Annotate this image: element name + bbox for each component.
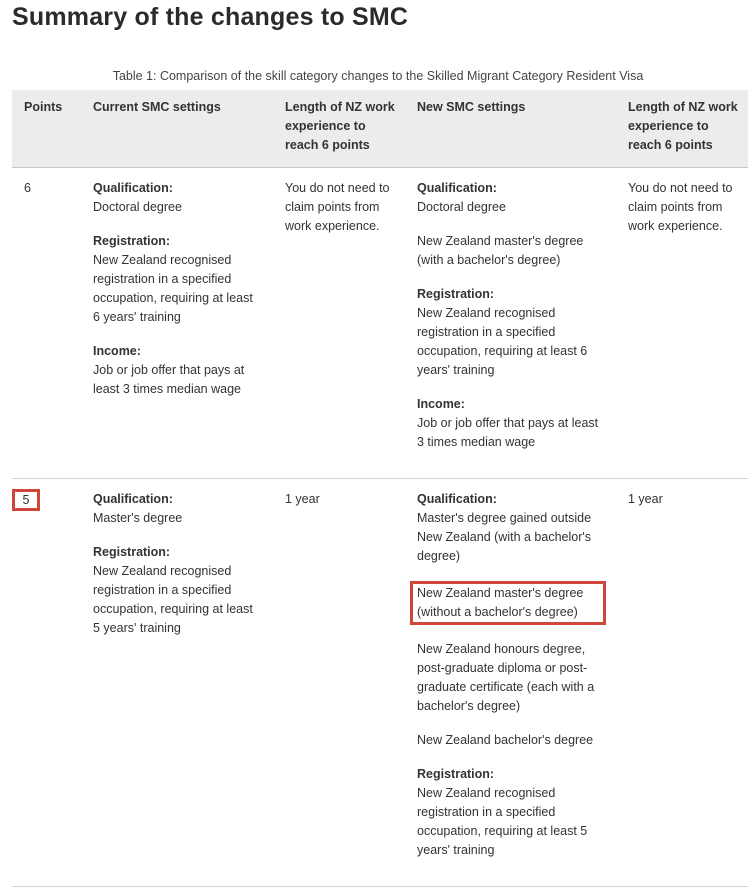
header-length-new: Length of NZ work experience to reach 6 points bbox=[616, 90, 748, 168]
new-settings-cell bbox=[405, 168, 616, 479]
registration-label: Registration: bbox=[93, 545, 171, 559]
new-settings-cell bbox=[405, 479, 616, 887]
income-text: Job or job offer that pays at least 3 times median wage bbox=[93, 363, 245, 396]
qualification-label: Qualification: bbox=[417, 181, 497, 195]
current-settings-cell bbox=[81, 168, 273, 479]
qualification-text: New Zealand master's degree (with a bachelor's degree) bbox=[417, 234, 584, 267]
length-current-cell: 1 year bbox=[273, 479, 405, 887]
qualification-text: New Zealand bachelor's degree bbox=[417, 733, 594, 747]
registration-text: New Zealand recognised registration in a specified occupation, requiring at least 6 years' training bbox=[93, 253, 253, 324]
qualification-label: Qualification: bbox=[93, 181, 173, 195]
table-row bbox=[12, 479, 748, 887]
qualification-text: Doctoral degree bbox=[93, 200, 182, 214]
qualification-text: New Zealand honours degree, post-graduate diploma or post-graduate certificate (each with a bachelor's degree) bbox=[417, 642, 595, 713]
qualification-text: Master's degree bbox=[93, 511, 183, 525]
length-current-cell: You do not need to claim points from work experience. bbox=[273, 168, 405, 479]
length-new-cell: 1 year bbox=[616, 479, 748, 887]
smc-comparison-table bbox=[12, 90, 748, 887]
qualification-text: Master's degree gained outside New Zealand (with a bachelor's degree) bbox=[417, 511, 592, 563]
table-row bbox=[12, 168, 748, 479]
registration-text: New Zealand recognised registration in a specified occupation, requiring at least 5 years' training bbox=[417, 786, 588, 857]
points-cell: 6 bbox=[12, 168, 81, 479]
header-length-current: Length of NZ work experience to reach 6 points bbox=[273, 90, 405, 168]
table-header bbox=[12, 90, 748, 168]
points-cell bbox=[12, 479, 81, 887]
page-title: Summary of the changes to SMC bbox=[12, 3, 409, 31]
table-caption: Table 1: Comparison of the skill category changes to the Skilled Migrant Category Resident Visa bbox=[112, 69, 644, 83]
income-label: Income: bbox=[93, 344, 141, 358]
header-current-settings: Current SMC settings bbox=[81, 90, 273, 168]
income-label: Income: bbox=[417, 397, 465, 411]
points-highlight-box: 5 bbox=[12, 489, 40, 511]
registration-label: Registration: bbox=[417, 287, 495, 301]
registration-label: Registration: bbox=[417, 767, 495, 781]
income-text: Job or job offer that pays at least 3 times median wage bbox=[417, 416, 599, 449]
current-settings-cell bbox=[81, 479, 273, 887]
qualification-label: Qualification: bbox=[93, 492, 173, 506]
registration-text: New Zealand recognised registration in a specified occupation, requiring at least 6 years' training bbox=[417, 306, 588, 377]
highlighted-qualification-text: New Zealand master's degree (without a bachelor's degree) bbox=[410, 581, 606, 625]
qualification-label: Qualification: bbox=[417, 492, 497, 506]
header-new-settings: New SMC settings bbox=[405, 90, 616, 168]
registration-label: Registration: bbox=[93, 234, 171, 248]
header-points: Points bbox=[12, 90, 81, 168]
registration-text: New Zealand recognised registration in a specified occupation, requiring at least 5 years' training bbox=[93, 564, 253, 635]
length-new-cell: You do not need to claim points from work experience. bbox=[616, 168, 748, 479]
qualification-text: Doctoral degree bbox=[417, 200, 506, 214]
